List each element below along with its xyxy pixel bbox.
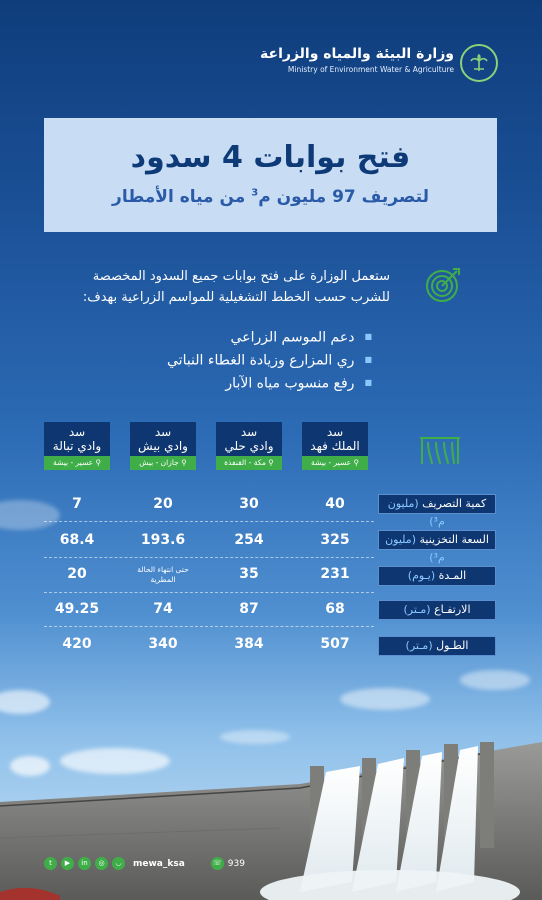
table-cell: 193.6 [140, 532, 186, 548]
dam-name-line: الملك فهد [310, 439, 360, 453]
page-subtitle [44, 187, 497, 207]
table-cell: 35 [239, 566, 259, 582]
subtitle-prefix: لتصريف 97 مليون م [258, 187, 429, 207]
table-cell: 384 [234, 636, 264, 652]
goals-list [72, 326, 372, 394]
target-icon [424, 266, 462, 304]
row-divider [44, 626, 374, 627]
dam-illustration [0, 742, 542, 900]
row-label-unit: (مـتر) [403, 603, 431, 616]
cloud [0, 690, 50, 714]
dam-name-line: وادي تبالة [52, 439, 102, 453]
dam-location-text: عسير - بيشة [53, 458, 94, 467]
palm-logo-icon [460, 44, 498, 82]
phone-number: 939 [227, 858, 245, 869]
subtitle-suffix: من مياه الأمطار [112, 187, 252, 207]
row-label-capacity [378, 530, 496, 564]
table-cell: حتى انتهاء الحالة المطرية [137, 565, 189, 584]
dam-location: ⚲ مكة - القنفذة [216, 456, 282, 470]
title-box [44, 118, 497, 232]
dam-name [130, 422, 196, 456]
ministry-name [260, 46, 454, 74]
ministry-name-ar: وزارة البيئة والمياه والزراعة [260, 46, 454, 62]
row-label-discharge [378, 494, 496, 528]
social-handle[interactable]: mewa_ksa [133, 858, 185, 869]
table-cell: 420 [62, 636, 92, 652]
row-divider [44, 592, 374, 593]
row-label-text: الطـول [436, 639, 469, 652]
row-label-text: المـدة [438, 569, 467, 582]
table-cell: 20 [67, 566, 87, 582]
dam-card-king-fahd [302, 422, 368, 474]
phone-icon: ☏ [211, 857, 224, 870]
table-cell: 87 [239, 601, 259, 617]
table-cell: 254 [234, 532, 264, 548]
dam-card-wadi-haly [216, 422, 282, 474]
table-cell: 68.4 [59, 532, 95, 548]
table-cell: 20 [153, 496, 173, 512]
row-label-height [378, 600, 496, 620]
table-cell: 7 [72, 496, 82, 512]
row-label-unit: (مـتر) [405, 639, 433, 652]
dam-name-line: سد [68, 425, 86, 439]
cloud [340, 688, 430, 710]
row-label-text: السعة التخزينية [419, 533, 489, 546]
table-cell: 40 [325, 496, 345, 512]
snapchat-icon[interactable]: ◡ [112, 857, 125, 870]
table-cell: 231 [320, 566, 350, 582]
dam-name [302, 422, 368, 456]
row-label-unit: (مليون م³) [385, 533, 445, 564]
table-cell: 30 [239, 496, 259, 512]
row-label-length [378, 636, 496, 656]
dam-location-text: جازان - بيش [139, 458, 179, 467]
dam-card-wadi-baysh [130, 422, 196, 474]
dam-name-line: وادي حلي [224, 439, 274, 453]
dam-name-line: وادي بيش [138, 439, 188, 453]
dam-location: ⚲ جازان - بيش [130, 456, 196, 470]
linkedin-icon[interactable]: in [78, 857, 91, 870]
row-label-text: الارتفـاع [434, 603, 471, 616]
dam-icon [418, 434, 462, 466]
dam-location: ⚲ عسير - بيشة [302, 456, 368, 470]
row-label-duration [378, 566, 496, 586]
subtitle-sup: 3 [251, 187, 259, 199]
table-cell: 340 [148, 636, 178, 652]
twitter-icon[interactable]: t [44, 857, 57, 870]
dam-name [216, 422, 282, 456]
table-cell: 49.25 [54, 601, 100, 617]
intro-text: ستعمل الوزارة على فتح بوابات جميع السدود المخصصة للشرب حسب الخطط التشغيلية للمواسم الزراعية بهدف: [82, 269, 390, 305]
dam-name-line: سد [326, 425, 344, 439]
phone-contact[interactable] [211, 857, 245, 870]
dam-name [44, 422, 110, 456]
row-label-unit: (يـوم) [407, 569, 436, 582]
goal-item: ■ رفع منسوب مياه الآبار [72, 372, 372, 395]
dam-name-line: سد [240, 425, 258, 439]
instagram-icon[interactable]: ◎ [95, 857, 108, 870]
dam-location-text: مكة - القنفذة [224, 458, 266, 467]
ministry-name-en: Ministry of Environment Water & Agriculture [287, 65, 454, 74]
table-cell: 74 [153, 601, 173, 617]
row-divider [44, 557, 374, 558]
youtube-icon[interactable]: ▶ [61, 857, 74, 870]
dam-location-text: عسير - بيشة [311, 458, 352, 467]
cloud [460, 670, 530, 690]
dam-card-wadi-tabalah [44, 422, 110, 474]
goal-item: ■ دعم الموسم الزراعي [72, 326, 372, 349]
goal-item: ■ ري المزارع وزيادة الغطاء النباتي [72, 349, 372, 372]
row-label-text: كمية التصريف [422, 497, 487, 510]
dam-location: ⚲ عسير - بيشة [44, 456, 110, 470]
table-cell: 507 [320, 636, 350, 652]
table-cell: 325 [320, 532, 350, 548]
dam-name-line: سد [154, 425, 172, 439]
row-divider [44, 521, 374, 522]
row-label-unit: (مليون م³) [387, 497, 445, 528]
page-title: فتح بوابات 4 سدود [130, 140, 411, 175]
table-cell: 68 [325, 601, 345, 617]
footer [44, 857, 245, 870]
